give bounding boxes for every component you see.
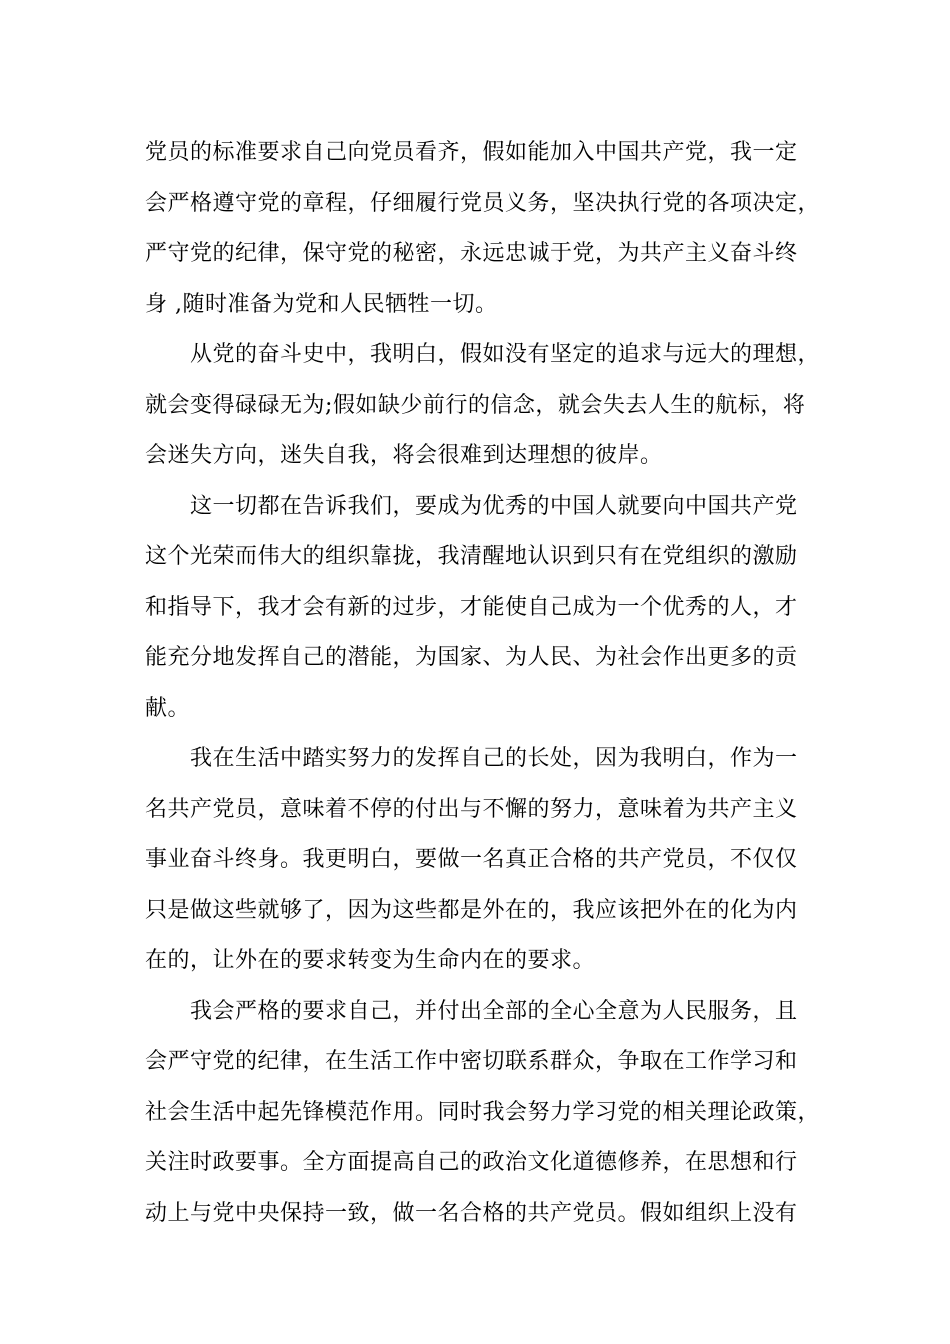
paragraph [145, 335, 821, 487]
text-line: 只是做这些就够了，因为这些都是外在的，我应该把外在的化为内 [145, 897, 798, 923]
text-line: 事业奋斗终身。我更明白，要做一名真正合格的共产党员，不仅仅 [145, 847, 798, 872]
text-line: 献。 [145, 695, 191, 721]
text-line: 我会严格的要求自己，并付出全部的全心全意为人民服务，且 [190, 998, 798, 1024]
document-body [145, 133, 821, 1244]
text-line: 名共产党员，意味着不停的付出与不懈的努力，意味着为共产主义 [145, 796, 798, 822]
paragraph [145, 992, 821, 1245]
text-line: 严守党的纪律，保守党的秘密，永远忠诚于党，为共产主义奋斗终 [145, 241, 798, 266]
text-line: 会迷失方向，迷失自我，将会很难到达理想的彼岸。 [145, 443, 663, 468]
text-line: 从党的奋斗史中，我明白，假如没有坚定的追求与远大的理想， [190, 342, 821, 367]
text-line: 在的，让外在的要求转变为生命内在的要求。 [145, 948, 596, 973]
text-line: 我在生活中踏实努力的发挥自己的长处，因为我明白，作为一 [190, 746, 798, 771]
text-line: 党员的标准要求自己向党员看齐，假如能加入中国共产党，我一定 [145, 140, 798, 165]
text-line: 就会变得碌碌无为;假如缺少前行的信念，就会失去人生的航标，将 [145, 392, 806, 418]
text-line: 关注时政要事。全方面提高自己的政治文化道德修养，在思想和行 [145, 1150, 798, 1175]
paragraph [145, 133, 821, 335]
text-line: 社会生活中起先锋模范作用。同时我会努力学习党的相关理论政策， [145, 1099, 821, 1125]
text-line: 能充分地发挥自己的潜能，为国家、为人民、为社会作出更多的贡 [145, 645, 798, 670]
text-line: 和指导下，我才会有新的过步，才能使自己成为一个优秀的人，才 [145, 594, 798, 620]
text-line: 会严格遵守党的章程，仔细履行党员义务，坚决执行党的各项决定， [145, 190, 821, 216]
paragraph [145, 487, 815, 740]
text-line: 动上与党中央保持一致，做一名合格的共产党员。假如组织上没有 [145, 1200, 798, 1226]
paragraph [145, 739, 815, 992]
text-line: 会严守党的纪律，在生活工作中密切联系群众，争取在工作学习和 [145, 1049, 798, 1074]
text-line: 身 ,随时准备为党和人民牺牲一切。 [145, 291, 498, 317]
text-line: 这一切都在告诉我们，要成为优秀的中国人就要向中国共产党 [190, 493, 798, 519]
text-line: 这个光荣而伟大的组织靠拢，我清醒地认识到只有在党组织的激励 [145, 544, 798, 569]
